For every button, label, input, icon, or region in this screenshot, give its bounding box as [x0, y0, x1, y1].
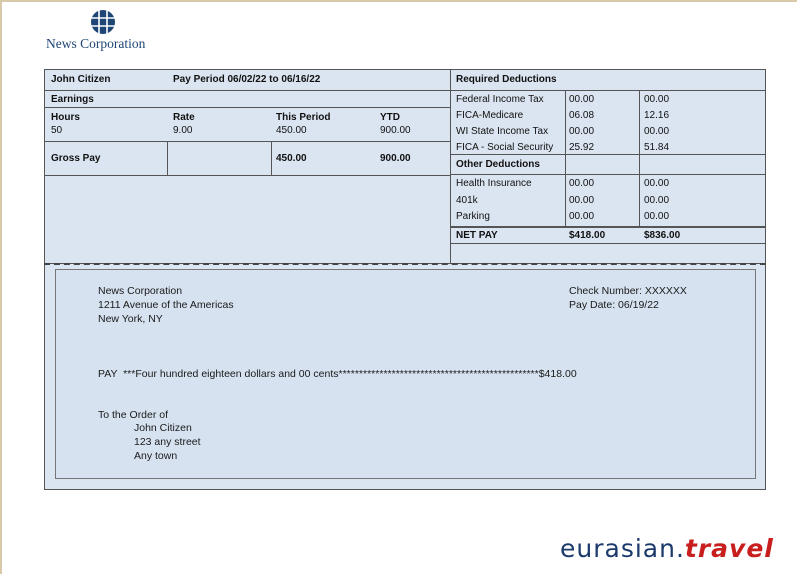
deduction-current: 00.00	[569, 211, 595, 222]
net-pay-ytd: $836.00	[644, 230, 681, 241]
pay-amount-line: PAY ***Four hundred eighteen dollars and 00 cents*************************************************$418.00	[98, 368, 577, 380]
perforation-line	[44, 263, 766, 265]
net-pay-top-line	[450, 226, 765, 228]
deduction-ytd: 12.16	[644, 110, 670, 121]
gross-ytd: 900.00	[380, 153, 411, 164]
hours-value: 50	[51, 125, 63, 136]
deduction-label: FICA-Medicare	[456, 110, 524, 121]
rate-value: 9.00	[173, 125, 193, 136]
ytd-value: 900.00	[380, 125, 411, 136]
stub-divider	[450, 70, 451, 264]
deduction-label: FICA - Social Security	[456, 142, 554, 153]
check-company: News Corporation	[98, 285, 183, 297]
globe-icon	[89, 9, 117, 35]
ded-col-line-2	[639, 91, 640, 228]
gross-col-line-2	[271, 141, 272, 175]
order-label: To the Order of	[98, 409, 169, 421]
watermark-part-1: eurasian.	[560, 534, 685, 563]
payee-town: Any town	[134, 450, 178, 462]
watermark-logo	[560, 534, 774, 563]
other-deductions-title: Other Deductions	[456, 159, 540, 170]
net-pay-current: $418.00	[569, 230, 606, 241]
deduction-ytd: 51.84	[644, 142, 670, 153]
check-number: Check Number: XXXXXX	[569, 285, 687, 297]
net-pay-label: NET PAY	[456, 230, 498, 241]
deduction-current: 00.00	[569, 94, 595, 105]
frame-left-border	[0, 0, 2, 574]
gross-line	[45, 175, 450, 176]
check-address-2: New York, NY	[98, 313, 163, 325]
ded-col-line-1	[565, 91, 566, 228]
company-logo-text: News Corporation	[46, 36, 146, 51]
deduction-current: 00.00	[569, 126, 595, 137]
required-end-line	[450, 154, 765, 155]
payee-street: 123 any street	[134, 436, 201, 448]
pay-period: Pay Period 06/02/22 to 06/16/22	[173, 74, 321, 85]
deduction-label: WI State Income Tax	[456, 126, 549, 137]
earnings-row-line	[45, 141, 450, 142]
payee-name: John Citizen	[134, 422, 192, 434]
pay-stub	[44, 69, 766, 264]
pay-date: Pay Date: 06/19/22	[569, 299, 659, 311]
watermark-part-2: travel	[684, 534, 774, 563]
company-logo	[46, 8, 176, 56]
gross-col-line-1	[167, 141, 168, 175]
frame-top-border	[0, 0, 797, 2]
this-period-value: 450.00	[276, 125, 307, 136]
earnings-title: Earnings	[51, 94, 94, 105]
deduction-label: 401k	[456, 195, 478, 206]
deduction-label: Health Insurance	[456, 178, 532, 189]
rate-header: Rate	[173, 112, 195, 123]
stub-header-line	[45, 90, 765, 91]
required-deductions-title: Required Deductions	[456, 74, 557, 85]
deduction-ytd: 00.00	[644, 211, 670, 222]
hours-header: Hours	[51, 112, 80, 123]
check-address-1: 1211 Avenue of the Americas	[98, 299, 234, 311]
employee-name: John Citizen	[51, 74, 111, 85]
net-pay-bottom-line	[450, 243, 765, 244]
gross-pay-label: Gross Pay	[51, 153, 101, 164]
gross-this-period: 450.00	[276, 153, 307, 164]
deduction-ytd: 00.00	[644, 94, 670, 105]
deduction-ytd: 00.00	[644, 178, 670, 189]
deduction-current: 25.92	[569, 142, 595, 153]
this-period-header: This Period	[276, 112, 331, 123]
deduction-current: 06.08	[569, 110, 595, 121]
deduction-label: Federal Income Tax	[456, 94, 544, 105]
other-title-line	[450, 174, 765, 175]
deduction-ytd: 00.00	[644, 195, 670, 206]
ytd-header: YTD	[380, 112, 400, 123]
earnings-line	[45, 107, 450, 108]
deduction-label: Parking	[456, 211, 490, 222]
deduction-ytd: 00.00	[644, 126, 670, 137]
deduction-current: 00.00	[569, 178, 595, 189]
deduction-current: 00.00	[569, 195, 595, 206]
